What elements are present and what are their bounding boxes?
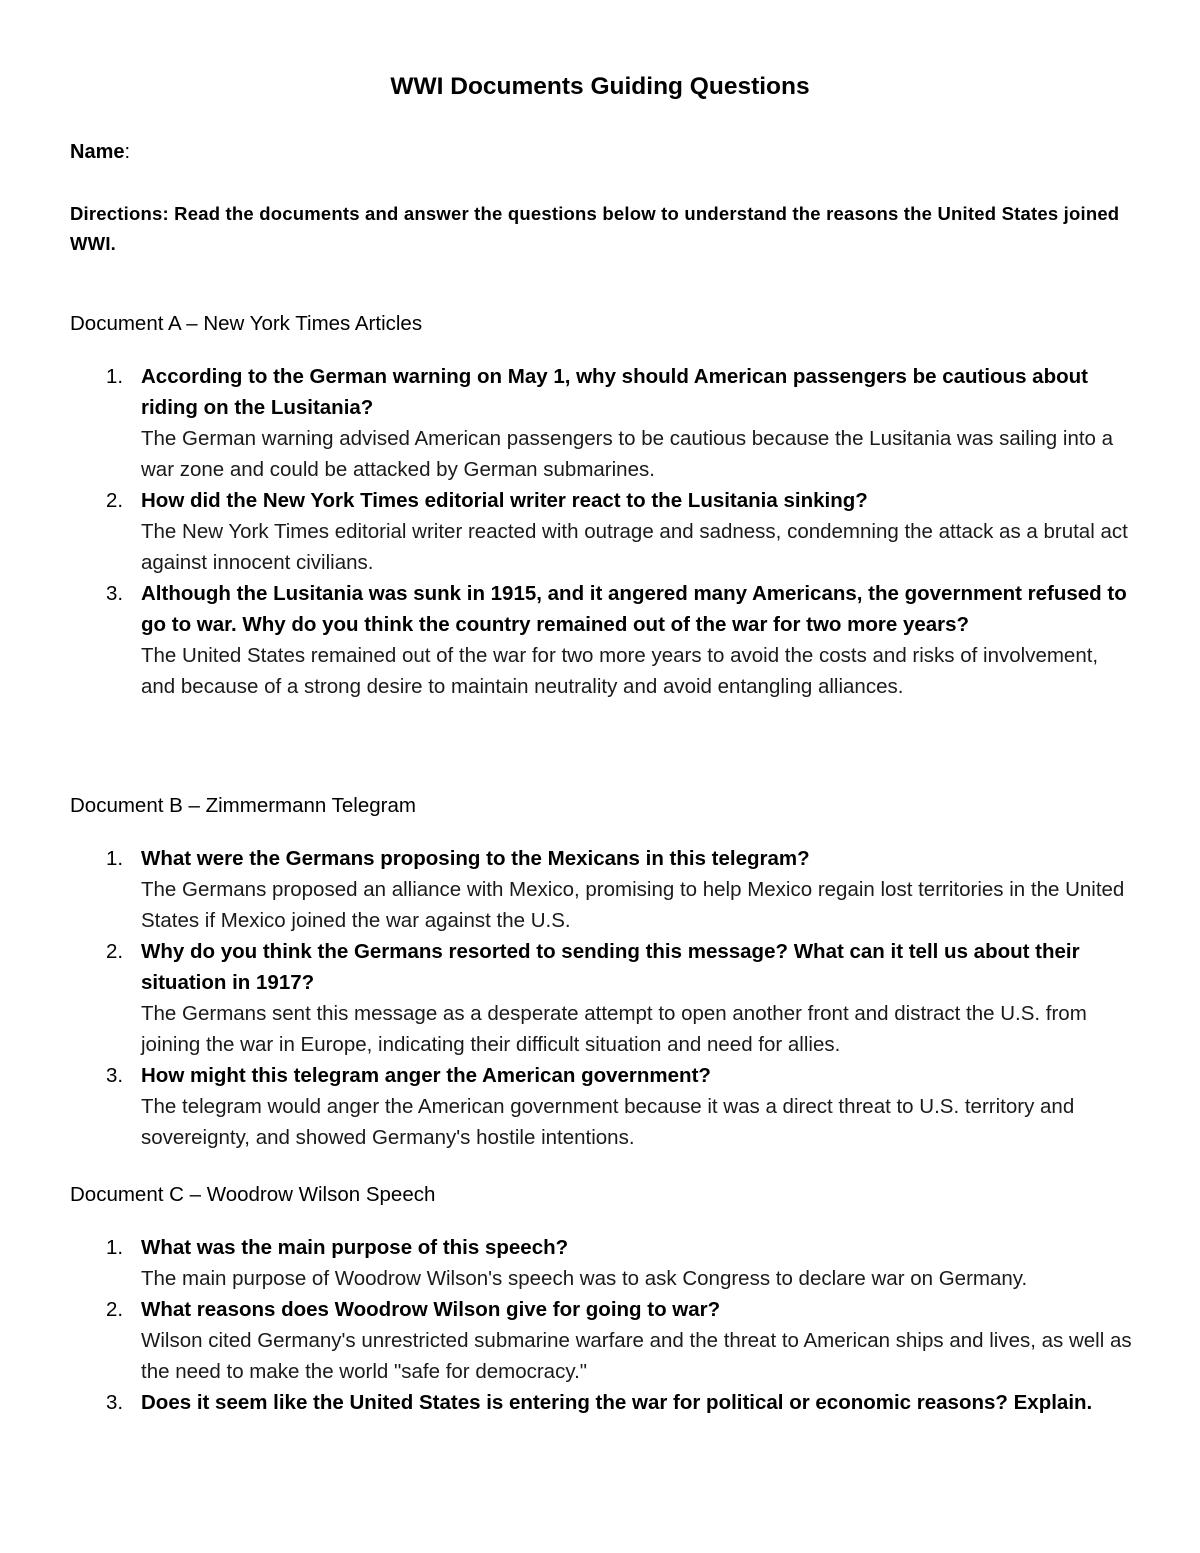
question-item — [70, 843, 1132, 936]
answer-text: The United States remained out of the war for two more years to avoid the costs and risks of involvement, and because of a strong desire to maintain neutrality and avoid entangling alliances. — [141, 644, 1099, 698]
question-text: What reasons does Woodrow Wilson give for going to war? — [141, 1298, 721, 1321]
question-text: What was the main purpose of this speech? — [141, 1236, 569, 1259]
section-heading: Document B – Zimmermann Telegram — [70, 794, 416, 817]
section-heading: Document A – New York Times Articles — [70, 312, 423, 335]
question-number: 1. — [106, 365, 124, 388]
question-item — [70, 1387, 1132, 1418]
question-number: 2. — [106, 489, 124, 512]
question-text: Does it seem like the United States is entering the war for political or economic reasons? Explain. — [141, 1391, 1093, 1414]
question-number: 3. — [106, 582, 124, 605]
answer-text: The Germans proposed an alliance with Mexico, promising to help Mexico regain lost territories in the United States if Mexico joined the war against the U.S. — [141, 878, 1125, 932]
section-document-b — [70, 791, 1132, 1153]
question-text: Although the Lusitania was sunk in 1915, and it angered many Americans, the government refused to go to war. Why do you think the country remained out of the war for two more years? — [141, 582, 1127, 636]
question-list — [70, 843, 1132, 1153]
question-list — [70, 1232, 1132, 1418]
answer-text: Wilson cited Germany's unrestricted submarine warfare and the threat to American ships and lives, as well as the need to make the world "safe for democracy." — [141, 1329, 1132, 1383]
question-number: 2. — [106, 940, 124, 963]
answer-text: The Germans sent this message as a desperate attempt to open another front and distract the U.S. from joining the war in Europe, indicating their difficult situation and need for allies. — [141, 1002, 1087, 1056]
directions: Directions: Read the documents and answer the questions below to understand the reasons the United States joined WWI. — [70, 203, 1120, 254]
question-item — [70, 485, 1132, 578]
answer-text: The telegram would anger the American government because it was a direct threat to U.S. territory and sovereignty, and showed Germany's hostile intentions. — [141, 1095, 1075, 1149]
question-number: 3. — [106, 1391, 124, 1414]
question-item — [70, 936, 1132, 1060]
question-number: 1. — [106, 1236, 124, 1259]
question-number: 1. — [106, 847, 124, 870]
question-text: Why do you think the Germans resorted to sending this message? What can it tell us about their situation in 1917? — [141, 940, 1080, 994]
question-item — [70, 578, 1132, 702]
question-item — [70, 361, 1132, 485]
question-text: How did the New York Times editorial writer react to the Lusitania sinking? — [141, 489, 868, 512]
name-line — [70, 138, 130, 166]
answer-text: The German warning advised American passengers to be cautious because the Lusitania was sailing into a war zone and could be attacked by German submarines. — [141, 427, 1114, 481]
question-item — [70, 1232, 1132, 1294]
question-list — [70, 361, 1132, 702]
section-document-a — [70, 309, 1132, 702]
question-text: How might this telegram anger the American government? — [141, 1064, 711, 1087]
page-title: WWI Documents Guiding Questions — [390, 73, 810, 100]
question-number: 3. — [106, 1064, 124, 1087]
section-document-c — [70, 1180, 1132, 1418]
name-label: Name — [70, 141, 125, 163]
question-item — [70, 1294, 1132, 1387]
question-text: What were the Germans proposing to the Mexicans in this telegram? — [141, 847, 810, 870]
question-text: According to the German warning on May 1, why should American passengers be cautious about riding on the Lusitania? — [141, 365, 1088, 419]
name-colon: : — [124, 141, 131, 163]
section-heading: Document C – Woodrow Wilson Speech — [70, 1183, 436, 1206]
answer-text: The main purpose of Woodrow Wilson's speech was to ask Congress to declare war on Germany. — [141, 1267, 1028, 1290]
answer-text: The New York Times editorial writer reacted with outrage and sadness, condemning the attack as a brutal act against innocent civilians. — [141, 520, 1128, 574]
question-number: 2. — [106, 1298, 124, 1321]
question-item — [70, 1060, 1132, 1153]
